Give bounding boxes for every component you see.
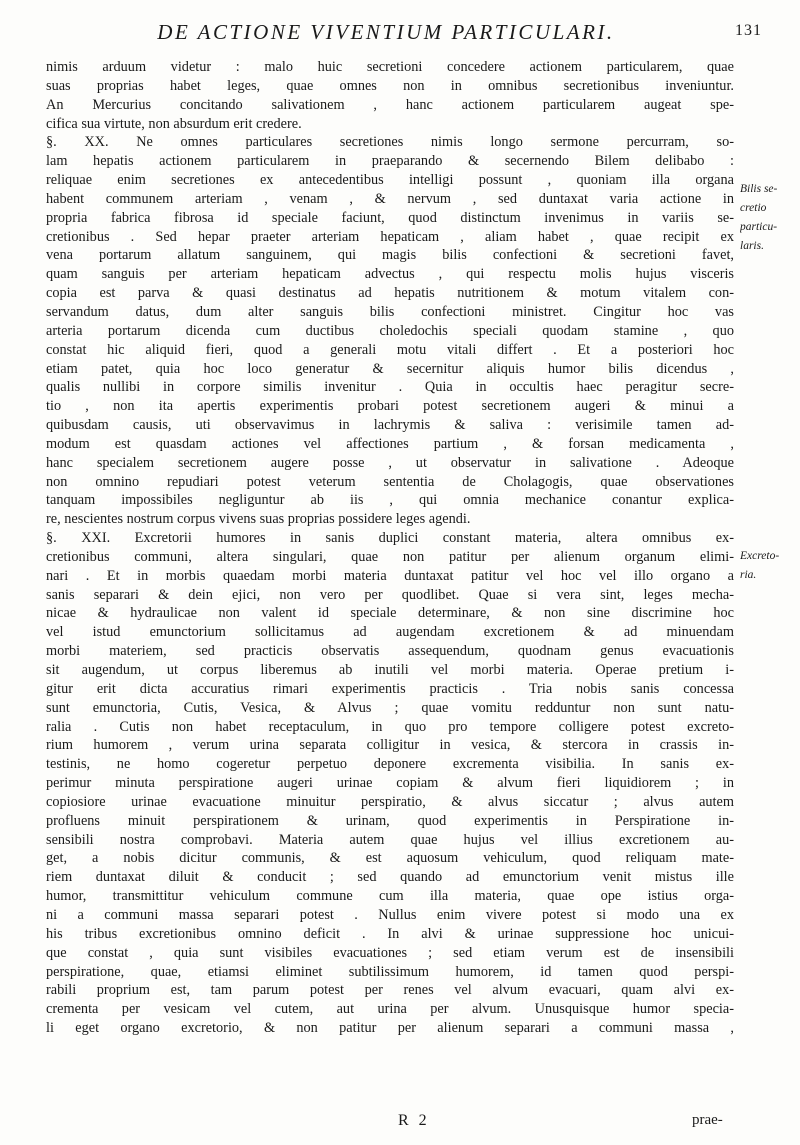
section-heading-xxi: §. XXI. Excretorii humores in sanis duplici constant materia, altera omnibus ex-: [46, 530, 734, 547]
text-line: perimur minuta perspiratione augeri urinae copiam & alvum fieri liquidiorem ; in: [46, 775, 734, 792]
text-line: que constat , quia sunt visibiles evacuationes ; sed etiam verum est de insensibili: [46, 944, 734, 961]
text-line: reliquae enim secretiones ex antecedentibus intelligi possunt , quoniam illa organa: [46, 172, 734, 189]
text-line: sensibili nostra comprobavi. Materia autem quae hujus vel illius excretionem au-: [46, 831, 734, 848]
marginal-note-line: laris.: [740, 240, 764, 252]
text-line: non omnino repudiari potest veterum sententia de Cholagogis, quae observationes: [46, 473, 734, 490]
text-line: his tribus excretionibus omnino deficit . In alvi & urinae suppressione hoc unicui-: [46, 925, 734, 942]
text-line: copia est parva & quasi destinatus ad hepatis nutritionem & motum vitalem con-: [46, 285, 734, 302]
section-heading-xx: §. XX. Ne omnes particulares secretiones nimis longo sermone percurram, so-: [46, 134, 734, 151]
marginal-note-line: particu-: [740, 221, 778, 233]
marginal-note-excretoria: [740, 547, 798, 585]
text-line: tio , non ita apertis experimentis probari potest secretionem augeri & minui a: [46, 398, 734, 415]
text-line: sunt emunctoria, Cutis, Vesica, & Alvus ; quae vomitu redduntur non sunt natu-: [46, 699, 734, 716]
text-line: habent communem arteriam , venam , & nervum , sed duntaxat varia actione in: [46, 190, 734, 207]
text-line: vel istud emunctorium sollicitamus ad augendam excretionem & ad minuendam: [46, 624, 734, 641]
text-line: rabili proprium est, tam parum potest per renes vel alvum evacuari, quam alvi ex-: [46, 982, 734, 999]
text-line: qualis nullibi in corpore similis invenitur . Quia in occultis haec peragitur secre-: [46, 379, 734, 396]
text-line: cretionibus . Sed hepar praeter arteriam hepaticam , aliam habet , quae recipit ex: [46, 228, 734, 245]
text-line: tanquam impossibiles negliguntur ab iis , qui omnia mechanice conantur explica-: [46, 492, 734, 509]
text-line: riem duntaxat diluit & conducit ; sed quando ad emunctorium venit mistus ille: [46, 869, 734, 886]
text-line: morbi materiem, sed practicis observatis assequendum, quodnam genus evacuationis: [46, 643, 734, 660]
page-number: 131: [735, 22, 762, 39]
text-line: lam hepatis actionem particularem in praeparando & secernendo Bilem delibabo :: [46, 153, 734, 170]
catchword: prae-: [692, 1112, 723, 1128]
text-line: modum est quasdam actiones vel affectiones partium , & forsan medicamenta ,: [46, 435, 734, 452]
text-line: gitur erit dicta accuratius rimari experimentis practicis . Tria nobis sanis concessa: [46, 680, 734, 697]
text-line: sanis separari & dein ejici, non vero per quodlibet. Quae si vera sint, leges mecha-: [46, 586, 734, 603]
text-line: humor, transmittitur vehiculum commune cum illa materia, quae ope istius orga-: [46, 888, 734, 905]
running-head: [36, 20, 784, 50]
text-line: propria fabrica fibrosa id speciale faciunt, quod distinctum invenimus in variis se-: [46, 209, 734, 226]
marginal-note-line: Bilis se-: [740, 183, 778, 195]
marginal-note-line: Excreto-: [740, 550, 780, 562]
text-line: An Mercurius concitando salivationem , hanc actionem particularem augeat spe-: [46, 96, 734, 113]
text-line: servandum datus, dum alter sanguis bilis confectioni ministret. Cingitur hoc vas: [46, 303, 734, 320]
text-line: nari . Et in morbis quaedam morbi materia duntaxat patitur vel hoc vel illo organo a: [46, 567, 734, 584]
page-footer: [0, 1112, 800, 1134]
text-line: suas proprias habet leges, quae omnes non in omnibus secretionibus inveniuntur.: [46, 77, 734, 94]
text-line: hanc specialem secretionem augere posse , ut observatur in salivatione . Adeoque: [46, 454, 734, 471]
text-line: vena portarum allatum sanguinem, qui magis bilis confectioni & secretioni favet,: [46, 247, 734, 264]
text-line: copiosiore urinae evacuatione minuitur perspiratio, & alvus siccatur ; alvus autem: [46, 793, 734, 810]
text-line: constat hic aliquid fieri, quod a generali motu vitali differt . Et a posteriori hoc: [46, 341, 734, 358]
signature-mark: R 2: [398, 1112, 430, 1129]
text-line: ralia . Cutis non habet receptaculum, in quo pro tempore colligere potest excreto-: [46, 718, 734, 735]
text-line: testinis, ne homo cogeretur perpetuo deponere excrementa visibilia. In sanis ex-: [46, 756, 734, 773]
text-line: nimis arduum videtur : malo huic secretioni concedere actionem particularem, quae: [46, 59, 734, 75]
text-line: quam sanguis per arteriam hepaticam advectus , qui respectu molis hujus visceris: [46, 266, 734, 283]
marginal-note-line: ria.: [740, 569, 757, 581]
text-line: etiam patet, quia hoc loco generatur & secernitur aliquis humor bilis dicendus ,: [46, 360, 734, 377]
body-text: [46, 58, 734, 1038]
text-line: get, a nobis dicitur communis, & est aquosum vehiculum, quod reliquam mate-: [46, 850, 734, 867]
text-line: profluens minuit perspirationem & urinam, quod experimentis in Perspiratione in-: [46, 812, 734, 829]
text-line: cretionibus communi, altera singulari, quae non patitur per alienum organum elimi-: [46, 548, 734, 565]
marginal-note-line: cretio: [740, 202, 767, 214]
text-line: li eget organo excretorio, & non patitur per alienum separari a communi massa ,: [46, 1020, 734, 1037]
marginal-note-bilis: [740, 180, 798, 256]
running-title: DE ACTIONE VIVENTIUM PARTICULARI.: [157, 20, 615, 44]
text-line: sit augendum, ut corpus liberemus ab inutili vel morbi materia. Operae pretium i-: [46, 662, 734, 678]
text-line: arteria portarum dicenda cum ductibus choledochis speciali quodam stamine , quo: [46, 322, 734, 339]
text-line: crementa per vesicam vel cutem, aut urina per alvum. Unusquisque humor specia-: [46, 1001, 734, 1018]
text-line: cifica sua virtute, non absurdum erit credere.: [46, 115, 302, 132]
text-line: re, nescientes nostrum corpus vivens suas proprias possidere leges agendi.: [46, 511, 471, 528]
text-line: ni a communi massa separari potest . Nullus enim vivere potest si modo una ex: [46, 906, 734, 923]
text-line: perspiratione, quae, etiamsi eliminet subtilissimum humorem, id tamen quod perspi-: [46, 963, 734, 980]
text-line: rium humorem , verum urina separata colligitur in vesica, & stercora in crassis in-: [46, 737, 734, 754]
text-line: quibusdam causis, uti observavimus in lachrymis & saliva : verisimile tamen ad-: [46, 417, 734, 434]
text-line: nicae & hydraulicae non valent id speciale determinare, & non sine discrimine hoc: [46, 605, 734, 622]
